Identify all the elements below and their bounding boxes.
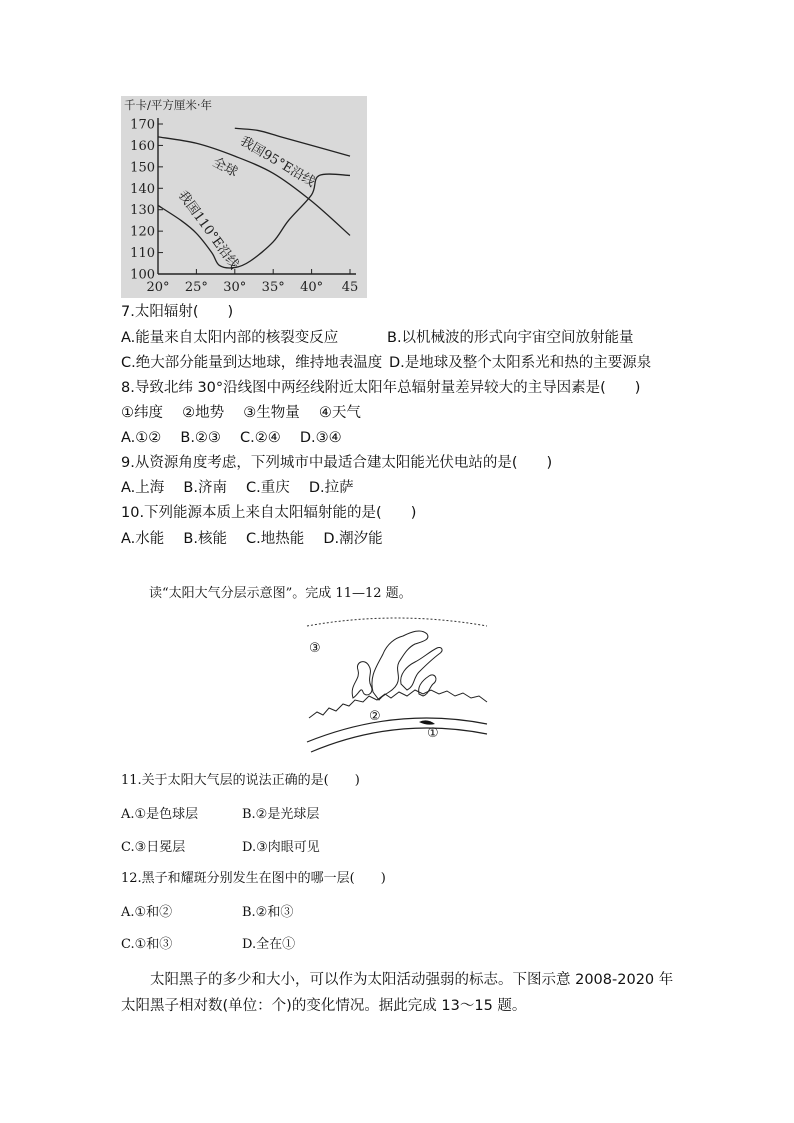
series-95e-label: 我国95°E沿线 bbox=[237, 133, 318, 191]
question-8-factors: ①纬度 ②地势 ③生物量 ④天气 bbox=[121, 405, 361, 421]
question-7-stem: 7.太阳辐射( ) bbox=[121, 304, 234, 320]
solar-atmosphere-svg bbox=[303, 614, 489, 756]
x-tick-label: 30° bbox=[223, 280, 247, 295]
x-tick-label: 45 bbox=[341, 280, 359, 295]
sunspot-mark bbox=[419, 720, 435, 724]
prominence-2 bbox=[372, 631, 428, 700]
y-tick-label: 150 bbox=[130, 160, 155, 176]
x-tick-label: 20° bbox=[146, 280, 170, 295]
question-12-row-1 bbox=[121, 903, 293, 923]
series-110e-label: 我国110°E沿线 bbox=[174, 188, 242, 273]
q11-option-a[interactable]: A.①是色球层 bbox=[121, 807, 199, 822]
x-tick-label: 35° bbox=[261, 280, 285, 295]
question-8-options[interactable]: A.①② B.②③ C.②④ D.③④ bbox=[121, 430, 342, 446]
y-tick-label: 100 bbox=[130, 267, 155, 283]
q12-option-c[interactable]: C.①和③ bbox=[121, 937, 173, 952]
question-12-row-2 bbox=[121, 935, 295, 955]
question-8-stem: 8.导致北纬 30°沿线图中两经线附近太阳年总辐射量差异较大的主导因素是( ) bbox=[121, 380, 641, 396]
corona-boundary bbox=[307, 618, 487, 626]
q7-option-b[interactable]: B.以机械波的形式向宇宙空间放射能量 bbox=[387, 330, 634, 346]
q12-option-d[interactable]: D.全在① bbox=[242, 937, 296, 952]
q12-option-b[interactable]: B.②和③ bbox=[242, 905, 294, 920]
q7-option-a[interactable]: A.能量来自太阳内部的核裂变反应 bbox=[121, 330, 339, 346]
question-10-stem: 10.下列能源本质上来自太阳辐射能的是( ) bbox=[121, 505, 417, 521]
question-9-stem: 9.从资源角度考虑，下列城市中最适合建太阳能光伏电站的是( ) bbox=[121, 455, 553, 471]
label-layer-1: ① bbox=[427, 726, 439, 741]
y-tick-label: 120 bbox=[130, 224, 155, 240]
question-10-options[interactable]: A.水能 B.核能 C.地热能 D.潮汐能 bbox=[121, 531, 383, 547]
question-12-stem: 12.黑子和耀斑分别发生在图中的哪一层( ) bbox=[121, 871, 386, 886]
section-intro-11-12: 读“太阳大气分层示意图”。完成 11—12 题。 bbox=[149, 586, 412, 601]
q7-option-d[interactable]: D.是地球及整个太阳系光和热的主要源泉 bbox=[389, 355, 652, 371]
question-7-row-1 bbox=[121, 328, 634, 348]
y-tick-label: 160 bbox=[130, 138, 155, 154]
y-axis-label: 千卡/平方厘米·年 bbox=[124, 98, 213, 112]
solar-radiation-chart bbox=[121, 96, 367, 298]
chromosphere-edge bbox=[309, 690, 487, 718]
q7-option-c[interactable]: C.绝大部分能量到达地球，维持地表温度 bbox=[121, 355, 383, 371]
question-11-stem: 11.关于太阳大气层的说法正确的是( ) bbox=[121, 773, 360, 788]
q12-option-a[interactable]: A.①和② bbox=[121, 905, 173, 920]
label-layer-3: ③ bbox=[309, 641, 321, 656]
y-tick-label: 110 bbox=[130, 246, 155, 262]
q11-option-d[interactable]: D.③肉眼可见 bbox=[242, 840, 320, 855]
q11-option-c[interactable]: C.③日冕层 bbox=[121, 840, 186, 855]
q11-option-b[interactable]: B.②是光球层 bbox=[242, 807, 320, 822]
question-7-row-2 bbox=[121, 353, 651, 373]
y-tick-label: 170 bbox=[130, 117, 155, 133]
question-9-options[interactable]: A.上海 B.济南 C.重庆 D.拉萨 bbox=[121, 480, 354, 496]
y-tick-label: 130 bbox=[130, 203, 155, 219]
prominence-1 bbox=[352, 662, 372, 698]
series-global-label: 全球 bbox=[209, 155, 240, 181]
question-11-row-1 bbox=[121, 805, 319, 825]
question-11-row-2 bbox=[121, 838, 320, 858]
label-layer-2: ② bbox=[369, 709, 381, 724]
solar-atmosphere-diagram bbox=[303, 614, 489, 756]
section-intro-13-15: 太阳黑子的多少和大小，可以作为太阳活动强弱的标志。下图示意 2008-2020 年太阳黑子相对数(单位：个)的变化情况。据此完成 13～15 题。 bbox=[121, 972, 674, 1014]
chart-svg bbox=[121, 96, 367, 298]
x-tick-label: 25° bbox=[184, 280, 208, 295]
x-tick-label: 40° bbox=[300, 280, 324, 295]
y-tick-label: 140 bbox=[130, 181, 155, 197]
